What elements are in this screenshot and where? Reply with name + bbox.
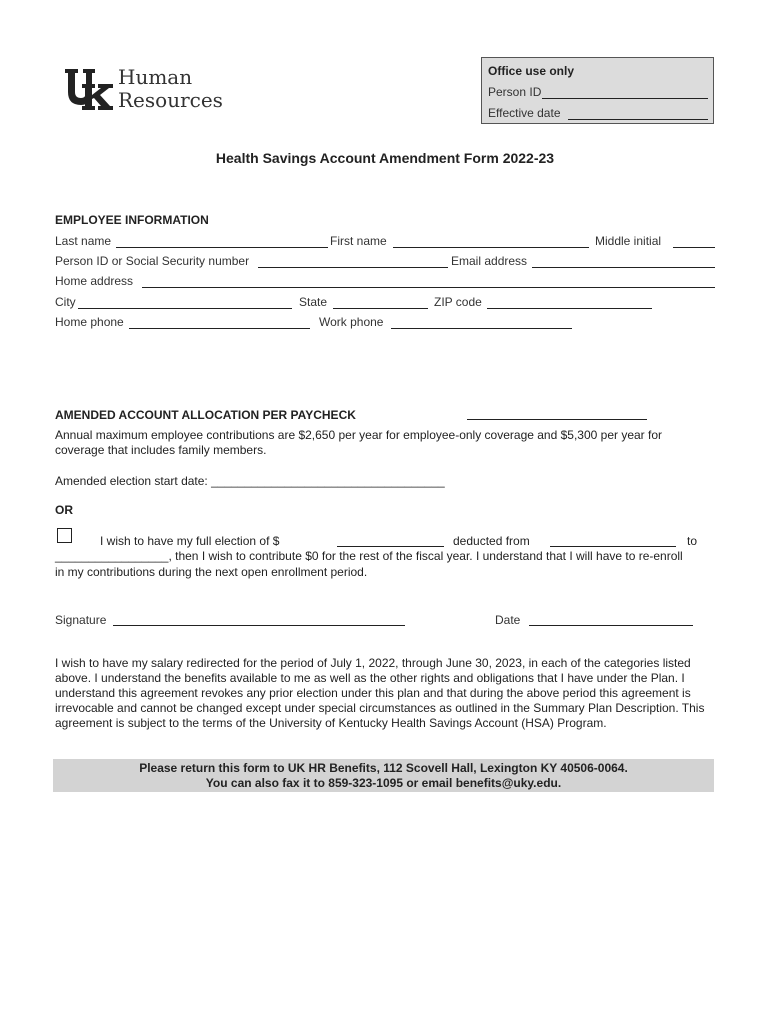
fax-suffix: . xyxy=(557,776,562,790)
option-line-1a: I wish to have my full election of $ xyxy=(100,534,280,548)
fax-email-line xyxy=(53,776,714,791)
email-label: Email address xyxy=(451,254,528,268)
allocation-amount-field[interactable] xyxy=(467,406,647,420)
email-field[interactable] xyxy=(532,254,715,268)
state-field[interactable] xyxy=(333,295,428,309)
allocation-heading: AMENDED ACCOUNT ALLOCATION PER PAYCHECK xyxy=(55,408,356,422)
office-person-id-label: Person ID xyxy=(488,85,542,99)
first-name-label: First name xyxy=(330,234,387,248)
middle-initial-field[interactable] xyxy=(673,234,715,248)
fax-number: 859-323-1095 xyxy=(328,776,403,790)
work-phone-field[interactable] xyxy=(391,315,572,329)
first-name-field[interactable] xyxy=(393,234,589,248)
city-label: City xyxy=(55,295,76,309)
form-title: Health Savings Account Amendment Form 2022-23 xyxy=(215,150,555,166)
id-email-row xyxy=(55,254,715,270)
deducted-from-field[interactable] xyxy=(550,534,676,547)
home-phone-field[interactable] xyxy=(129,315,310,329)
date-field[interactable] xyxy=(529,612,693,626)
office-effective-date-field[interactable] xyxy=(568,119,708,120)
office-person-id-row xyxy=(488,85,541,99)
home-phone-label: Home phone xyxy=(55,315,124,329)
home-address-field[interactable] xyxy=(142,274,715,288)
zip-label: ZIP code xyxy=(434,295,482,309)
logo-line-1: Human xyxy=(118,65,193,89)
option-line-1b: deducted from xyxy=(453,534,530,548)
return-address-text: Please return this form to UK HR Benefits, 112 Scovell Hall, Lexington KY 40506-0064. xyxy=(139,761,628,775)
state-label: State xyxy=(299,295,328,309)
name-row xyxy=(55,234,715,250)
home-address-row xyxy=(55,274,715,290)
person-id-ssn-label: Person ID or Social Security number xyxy=(55,254,250,268)
person-id-ssn-field[interactable] xyxy=(258,254,448,268)
option-line-3: in my contributions during the next open enrollment period. xyxy=(55,565,368,579)
logo-text xyxy=(118,66,223,112)
last-name-field[interactable] xyxy=(116,234,328,248)
option-line-2: _________________, then I wish to contribute $0 for the rest of the fiscal year. I understand that I will have to re-enroll xyxy=(55,549,683,563)
middle-initial-label: Middle initial xyxy=(595,234,662,248)
city-field[interactable] xyxy=(78,295,292,309)
city-state-zip-row xyxy=(55,295,715,311)
employee-info-heading: EMPLOYEE INFORMATION xyxy=(55,213,209,227)
signature-label: Signature xyxy=(55,613,107,627)
home-address-label: Home address xyxy=(55,274,134,288)
fax-mid: or email xyxy=(403,776,456,790)
phone-row xyxy=(55,315,715,331)
logo-line-2: Resources xyxy=(118,88,223,112)
uk-logo xyxy=(64,68,114,110)
full-election-amount-field[interactable] xyxy=(337,534,444,547)
office-effective-date-label: Effective date xyxy=(488,106,561,120)
option-line-1 xyxy=(55,534,698,549)
zip-field[interactable] xyxy=(487,295,652,309)
return-instructions-bar xyxy=(53,759,714,792)
last-name-label: Last name xyxy=(55,234,112,248)
signature-field[interactable] xyxy=(113,612,405,626)
office-use-box xyxy=(481,57,714,124)
agreement-text: I wish to have my salary redirected for the period of July 1, 2022, through June 30, 2023, in each of the categories listed above. I understand the benefits available to me as well as the other rights and obligations that I have under the Plan. I understand this agreement revokes any prior election under this plan and that during the above period this agreement is irrevocable and cannot be changed except under special circumstances as outlined in the Summary Plan Description. This agreement is subject to the terms of the University of Kentucky Health Savings Account (HSA) Program. xyxy=(55,656,705,730)
annual-max-text: Annual maximum employee contributions are $2,650 per year for employee-only coverage and $5,300 per year for coverage that includes family members. xyxy=(55,428,663,457)
date-label: Date xyxy=(495,613,521,627)
option-line-1c: to xyxy=(687,534,698,548)
or-label: OR xyxy=(55,503,73,517)
benefits-email-link[interactable]: benefits@uky.edu xyxy=(455,776,558,790)
fax-prefix: You can also fax it to xyxy=(205,776,329,790)
office-person-id-field[interactable] xyxy=(542,98,708,99)
uk-logo-mark-icon xyxy=(64,68,114,110)
office-use-title: Office use only xyxy=(488,64,575,78)
work-phone-label: Work phone xyxy=(319,315,384,329)
start-date-row[interactable]: Amended election start date: ___________________________________ xyxy=(55,474,445,488)
office-effective-date-row xyxy=(488,106,561,120)
